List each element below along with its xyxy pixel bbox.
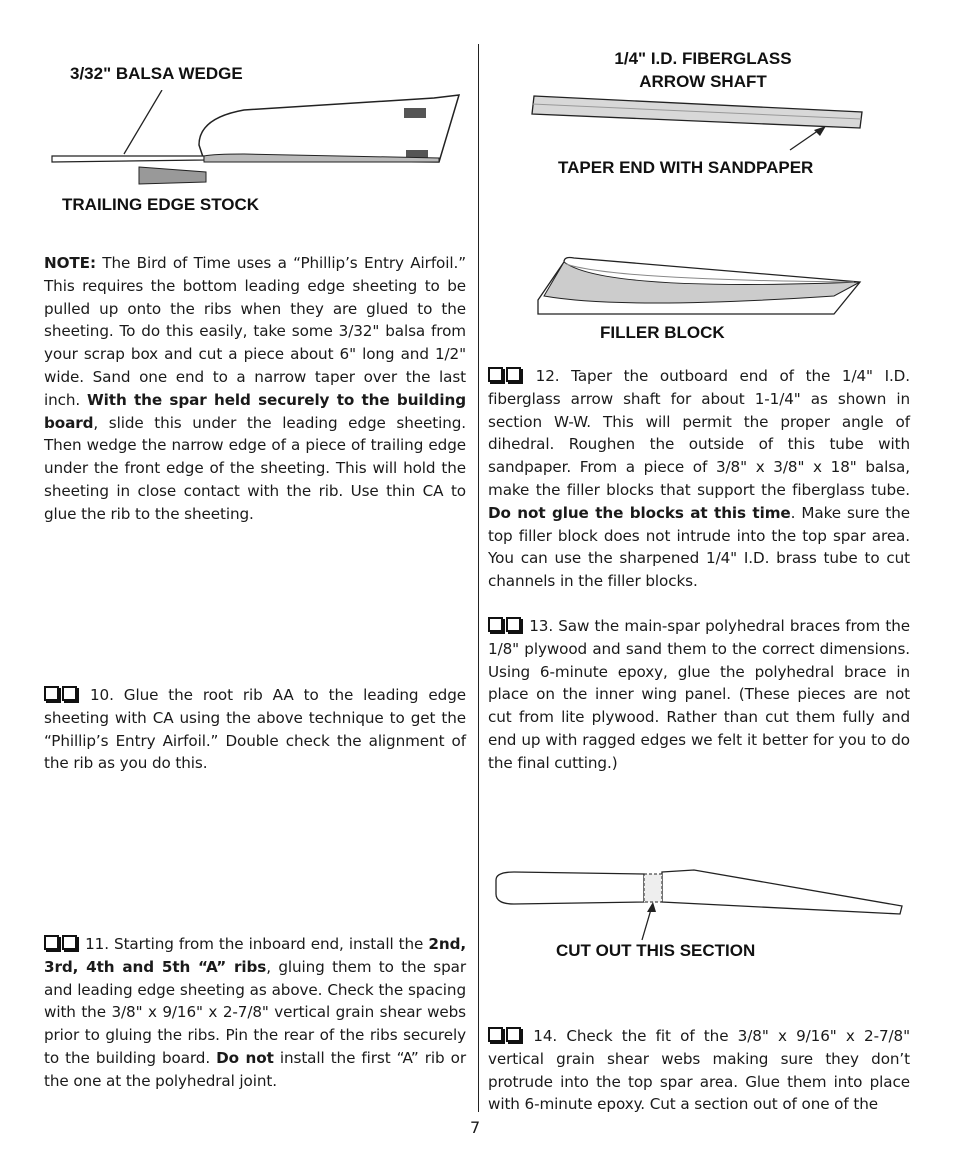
step-14-paragraph: 14. Check the fit of the 3/8" x 9/16" x 2-7/8" vertical grain shear webs making sure they don’t protrude into the top spar area. Glue them into place with 6-minute epoxy. Cut a section out of one of the (488, 1027, 911, 1114)
checkbox-icon[interactable] (44, 686, 59, 701)
balsa-wedge-diagram (44, 90, 469, 190)
note-paragraph: NOTE: The Bird of Time uses a “Phillip’s Entry Airfoil.” This requires the bottom leading edge sheeting to be pulled up onto the ribs when they are glued to the sheeting. To do this easily, take some 3/32" balsa from your scrap box and cut a piece about 6" long and 1/2" wide. Sand one end to a narrow taper over the last inch. With the spar held securely to the building board, slide this under the leading edge sheeting. Then wedge the narrow edge of a piece of trailing edge under the front edge of the sheeting. This will hold the sheeting in close contact with the rib. Use thin CA to glue the rib to the sheeting. (44, 254, 466, 523)
checkbox-icon[interactable] (506, 617, 521, 632)
checkbox-icon[interactable] (488, 617, 503, 632)
column-divider (478, 44, 479, 1112)
step-13-paragraph: 13. Saw the main-spar polyhedral braces from the 1/8" plywood and sand them to the correct dimensions. Using 6-minute epoxy, glue the polyhedral brace in place on the inner wing panel. (These pieces are not cut from lite plywood. Rather than cut them fully and end up with ragged edges we felt it better for you to do the final cutting.) (488, 617, 911, 772)
taper-end-label: TAPER END WITH SANDPAPER (558, 158, 814, 177)
checkbox-icon[interactable] (62, 686, 77, 701)
checkbox-icon[interactable] (506, 1027, 521, 1042)
page-number: 7 (470, 1118, 481, 1137)
cut-out-section-diagram (494, 864, 904, 944)
checkbox-icon[interactable] (506, 367, 521, 382)
arrow-shaft-diagram (530, 92, 870, 152)
step-12-paragraph: 12. Taper the outboard end of the 1/4" I.D. fiberglass arrow shaft for about 1-1/4" as shown in section W-W. This will permit the proper angle of dihedral. Roughen the outside of this tube with sandpaper. From a piece of 3/8" x 3/8" x 18" balsa, make the filler blocks that support the fiberglass tube. Do not glue the blocks at this time. Make sure the top filler block does not intrude into the top spar area. You can use the sharpened 1/4" I.D. brass tube to cut channels in the filler blocks. (488, 367, 910, 591)
checkbox-icon[interactable] (488, 367, 503, 382)
step-11-paragraph: 11. Starting from the inboard end, install the 2nd, 3rd, 4th and 5th “A” ribs, gluing them to the spar and leading edge sheeting as above. Check the spacing with the 3/8" x 9/16" x 2-7/8" vertical grain shear webs prior to gluing the ribs. Pin the rear of the ribs securely to the building board. Do not install the first “A” rib or the one at the polyhedral joint. (44, 935, 467, 1090)
cut-out-label: CUT OUT THIS SECTION (556, 941, 756, 960)
balsa-wedge-label: 3/32" BALSA WEDGE (70, 64, 243, 83)
checkbox-icon[interactable] (44, 935, 59, 950)
checkbox-icon[interactable] (488, 1027, 503, 1042)
arrow-shaft-label-2: ARROW SHAFT (639, 72, 767, 91)
step-10-paragraph: 10. Glue the root rib AA to the leading edge sheeting with CA using the above technique to get the “Phillip’s Entry Airfoil.” Double check the alignment of the rib as you do this. (44, 686, 466, 773)
filler-block-label: FILLER BLOCK (600, 323, 725, 342)
trailing-edge-label: TRAILING EDGE STOCK (62, 195, 260, 214)
checkbox-icon[interactable] (62, 935, 77, 950)
note-lead: NOTE: (44, 254, 96, 272)
arrow-shaft-label-1: 1/4" I.D. FIBERGLASS (614, 49, 792, 68)
filler-block-diagram (534, 252, 864, 318)
